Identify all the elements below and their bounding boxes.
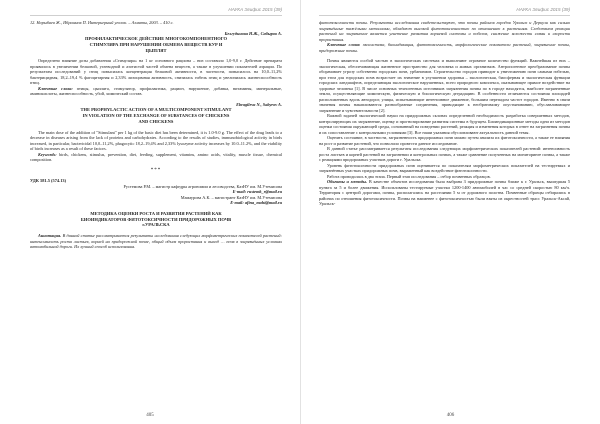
keywords-ru-label: Ключевые слова: xyxy=(38,85,73,91)
article-title-ru-line-1: ПРОФИЛАКТИЧЕСКОЕ ДЕЙСТВИЕ МНОГОКОМПОНЕНТНОГО xyxy=(85,36,227,41)
keywords-ru-text: птицы, цыплята, стимулятор, профилактика, рацион, нарушение, добавка, витамины, минеральные, аминокислоты, жизнеспособность, убой, химический состав. xyxy=(30,85,282,97)
body-paragraph-4: В данной статье рассматривается результаты исследования следующих морфометрических показателей растений: интенсивность роста листьев и корней растений на загрязнении и контрольных почвах, а также сравнение полученных на мониторинге почвы, а также с реакциями придорожных участков дороги г. Уральска. xyxy=(319,146,570,162)
udk-code: УДК 581.5 (574.13) xyxy=(30,178,67,184)
body-paragraph-1: Почвы являются особой частью в экологических системах и выполняют огромное количество функций. Важнейшая из них – экологическая, обеспечивающая жизненное пространство для человека и живых организмов. Антропогенное преобразование почвы оборачивает угрозу собственно городских почв, урбанизмов. Строительство городов приводит к уничтожению почв самыми гибелью, при этом для городских почв возрастает их значение в улучшении здоровья – экологическая, биосферная и экологическая функции городских ландшафтов, определяющая экологическое нарушенных, всего природного комплекса, оказывающее прямое воздействие на здоровье человека [1]. В числе основных техногенных источников загрязнения почвы по в городе находятся, наиболее загрязненные земли, осуществляющие химическую, физическую и биологическую деградацию. В особенности отличаются состояния площадей расположенных вдоль автодорог, улицы, испытывающие интенсивное движение, большим перепадом частот городов. Именно в связи значения почвы накапливаются разнообразные соединения, приводящие к необратимому опустыниванию, обуславливающее загрязнение и чувствительности [2]. xyxy=(319,58,570,113)
annotation-continued: фитотоксичности почвы. Результаты исследования свидетельствуют, что почвы районов городов Уральск и Деркули как сильно загрязнённые тяжёлыми металлами, обладают высокой фитотоксичностью по отношению к растениям. Следствием реакции растений на загрязнение является угнетение развития корневой системы и побегов, снижение всхожести семян и скорости прорастания. xyxy=(319,20,570,42)
article-2-title-line-2: БИОИНДИКАТОРОВ ФИТОТОКСИЧНОСТИ ПРИДОРОЖНЫХ ПОЧВ xyxy=(80,216,232,222)
keywords-ru xyxy=(30,86,282,97)
annotation-text: В данной статье рассматривается результаты исследования следующих морфометрических показателей растений: интенсивность роста листьев, корней на придорожной почве, общий объем прорастания и выход … почв в загрязнённых условиях автомобильной дороги. Их лучший способ использования. xyxy=(30,233,282,250)
left-page-body xyxy=(30,20,282,250)
article-2-title-line-3: г.УРАЛЬСКА xyxy=(142,222,170,228)
author-2: Мамаурова А.К. – магистрант КазНУ им. М.Утемисова xyxy=(180,194,282,200)
left-header-rule xyxy=(30,15,282,16)
abstract-en: The main dose of the addition of "Stimulant" per 1 kg of the basic diet has been determined, it is 1.0-9.0 g. The effect of the drug leads to a decrease in diseases arising from the lack of proteins and carbohydrates. According to the results of studies, immunobiological activity in birds increased, in particular, bactericidal 10,0–11,2%, phagocytic 18,2–19,4% and 2,33% lysozyme activity increases by 10.0–11.2%, and the viability of birds increases as a result of these factors. xyxy=(30,129,282,152)
abstract-ru: Определено влияние дозы добавления «Стимуляра» на 1 кг основного рациона – низ составило 1,0-9,0 г. Действие препарата проявилось в увеличении белковой, углеводной и азотистой частей обмена веществ, а также в улучшении показателей аэрации. По результатам исследований у птиц повысилась концентрация белковой активности, в частности, повысилось на 10,0–11,2% бактерицидная, 18,2–19,4 % фагоцитарная и 2,33% лизоцимная активность, снизилась гибель птиц и увеличилась жизнеспособность птиц. xyxy=(30,58,282,86)
right-page xyxy=(300,0,600,424)
author-2-email: E-mail: afina_mahi@mail.ru xyxy=(230,200,282,206)
article-title-en-line-2: IN VIOLATION OF THE EXCHANGE OF SUBSTANCES OF CHICKENS xyxy=(82,113,230,119)
article-2-title-line-1: МЕТОДИКА ОЦЕНКИ РОСТА И РАЗВИТИЯ РАСТЕНИЙ КАК xyxy=(90,210,222,216)
right-header-rule xyxy=(319,15,570,16)
keywords-en-text: birds, chickens, stimulus, prevention, diet, feeding, supplement, vitamins, amino acids, vitality, muscle tissue, chemical composition. xyxy=(30,151,282,163)
article-title-ru-line-3: ЦЫПЛЯТ xyxy=(145,47,167,53)
body-paragraph-2: Важной задачей экологической науки на придорожных склонах определенной необходимость разработка совершенных методов, контролирующих их загрязнение, оценку и прогнозирование развития системы в будущем. Биоиндикационные методы одни из методов оценки состояния окружающей среды, основанный на поведении растений, реакция и изменения которых в ответ на загрязнения почвы и их сопоставление с контрольными условиями [3]. Все наши указания обусловливают актуальность данной темы. xyxy=(319,113,570,135)
article-title-en-line-3: AND CHICKENS xyxy=(138,118,174,124)
keywords-article-2 xyxy=(319,42,570,53)
left-running-head: НАУКА Эгифис 2015 (39) xyxy=(228,7,282,12)
keywords-en xyxy=(30,152,282,163)
body-paragraph-6: Работа проводилась в два этапа. Первый этап исследования – отбор почвенных образцов. xyxy=(327,173,491,179)
article-title-ru-line-2: СТИМУЛЯРА ПРИ НАРУШЕНИИ ОБМЕНА ВЕЩЕСТВ КУР И xyxy=(89,41,223,47)
body-paragraph-5: Уровень фитотоксичности придорожных почв оценивается по показателям морфометрических показателей на тестируемых и загрязнённых участках придорожных почв, выраженный как воздействие фитотоксичности. xyxy=(319,162,570,173)
article-title-en-line-1: THE PROPHYLACTIC ACTION OF A MULTICOMPONENT STIMULANT xyxy=(80,107,232,113)
body-paragraph-3: Оценить состояние, в частности, загрязненность придорожных почв можно путем анализа их фитотоксичности, а также ее влияния на рост и развитие растений, что позволило провести данное исследование. xyxy=(319,135,570,146)
objects-methods-paragraph xyxy=(319,179,570,207)
author-1-email: E-mail: rustemk_r@mail.ru xyxy=(232,189,282,195)
objects-methods-text: В качестве объектов исследования была выбрана 3 придорожные почвы ближе к г. Уральск, вышедшая 5 пункта за 5 и более движения. Использованы тестируемые участки 1200-1400 автомобилей в час со средней скоростью 80 км/ч. Территория с центрой дорогами, почвы, располагались на расстоянии 5 м от дорожного полотна. Почвенные образцы отбирались в районах по отношения фитотоксичности. Почвы на наименее с фитотоксичностью были взяты из окрестностей трасс Уральск-Аксай, Уральск- xyxy=(319,179,570,206)
keywords-en-label: Keywords: xyxy=(38,151,57,157)
annotation-label: Аннотация. xyxy=(38,233,62,239)
objects-methods-label: Объекты и методы. xyxy=(327,179,368,184)
section-separator: *** xyxy=(150,167,162,173)
keywords-article-2-label: Ключевые слова: xyxy=(327,42,361,47)
annotation xyxy=(30,233,282,250)
author-1: Рустемова Р.М. – магистр кафедры агрономии и лесоводства, КазНУ им. М.Утемисова xyxy=(123,183,282,189)
keywords-article-2-text: экосистема, биоиндикация, фитотоксичность, морфологические показатели растений, загрязнение почвы, придорожные почвы. xyxy=(319,42,571,53)
right-page-body xyxy=(319,20,570,207)
authors-en: Ebragileva N., Sabyrov A. xyxy=(236,101,282,107)
right-running-head: НАУКА Эгифис 2015 (39) xyxy=(516,7,570,12)
authors-ru: Белгудинова Н.Ж., Сабыров А. xyxy=(224,30,282,36)
left-page-number: 405 xyxy=(146,413,154,418)
reference-entry: 12. Нарыбаев Ж., Ибраимов П. Интерьерный уголок. – Алматы, 2003. – 410 с. xyxy=(30,20,174,25)
right-page-number: 406 xyxy=(446,413,455,418)
